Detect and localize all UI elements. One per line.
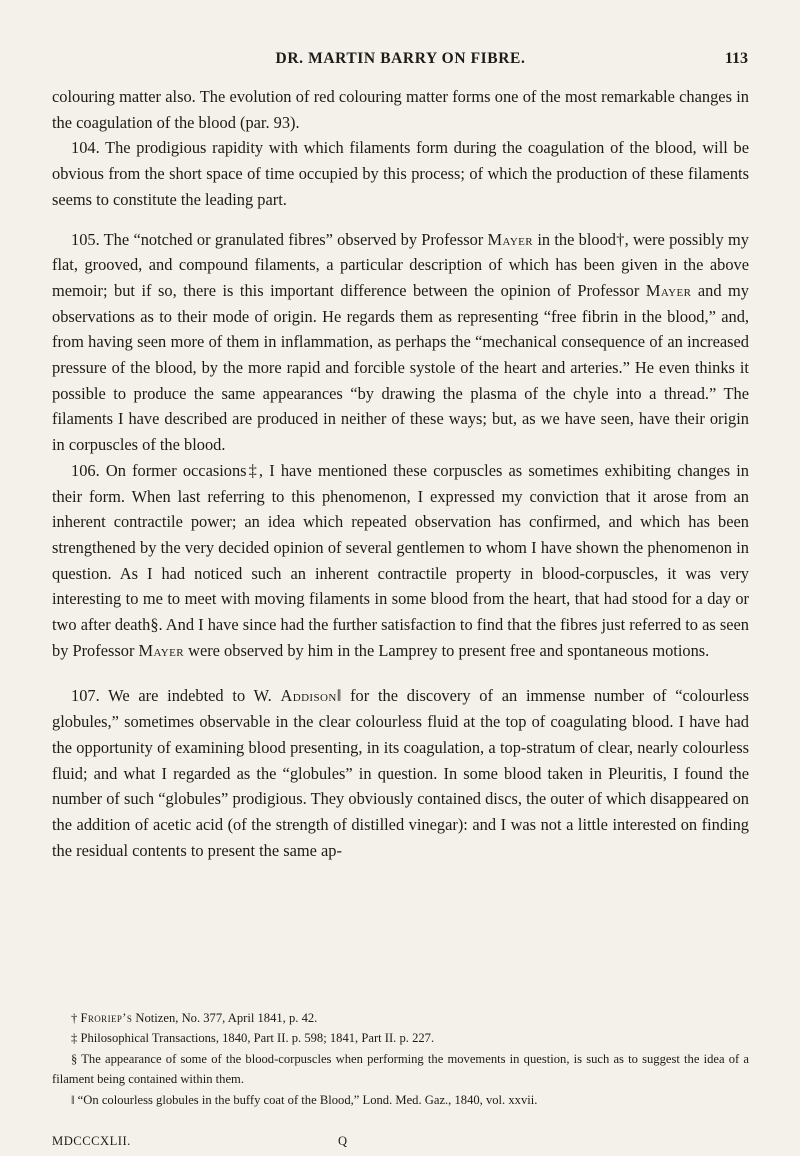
paragraph-105	[52, 227, 749, 458]
page-header	[53, 50, 748, 72]
footnote-double-dagger	[52, 1028, 749, 1048]
author-name: Mayer	[487, 229, 534, 249]
paragraph-continuation	[52, 84, 749, 135]
page-number: 113	[724, 50, 748, 67]
body-text	[52, 84, 749, 863]
volume-year: MDCCCXLII.	[52, 1134, 131, 1148]
paragraph-text: in the blood†, were possibly my flat, grooved, and compound filaments, a particular description of which has been given in the above memoir; but if so, there is this important difference between the opinion of Professor	[52, 229, 749, 300]
paragraph-106	[52, 458, 749, 664]
footnote-text: § The appearance of some of the blood-corpuscles when performing the movements in question, is such as to suggest the idea of a filament being contained within them.	[52, 1051, 749, 1087]
author-name: Addison	[280, 686, 337, 706]
paragraph-107	[52, 683, 749, 863]
footnotes	[52, 1008, 749, 1110]
paragraph-text: 105. The “notched or granulated fibres” observed by Professor	[71, 229, 488, 249]
paragraph-text: 106. On former occasions‡, I have mentioned these corpuscles as sometimes exhibiting changes in their form. When last referring to this phenomenon, I expressed my conviction that it arose from an inherent contractile power; an idea which repeated observation has confirmed, and which has been strengthened by the very decided opinion of several gentlemen to whom I have shown the phenomenon in question. As I had noticed such an inherent contractile property in blood-corpuscles, it was very interesting to me to meet with moving filaments in some blood from the heart, that had stood for a day or two after death§. And I have since had the further satisfaction to find that the fibres just referred to as seen by Professor	[52, 460, 749, 660]
footnote-dagger	[52, 1008, 749, 1028]
paragraph-text: 107. We are indebted to W.	[71, 686, 281, 706]
paragraph-104	[52, 135, 749, 212]
footnote-parallel	[52, 1090, 749, 1110]
paragraph-text: 104. The prodigious rapidity with which filaments form during the coagulation of the blood, will be obvious from the short space of time occupied by this process; of which the production of these filaments seems to constitute the leading part.	[52, 138, 749, 209]
author-name: Mayer	[645, 280, 692, 300]
signature-mark: Q	[338, 1134, 348, 1148]
footnote-text: ‡ Philosophical Transactions, 1840, Part II. p. 598; 1841, Part II. p. 227.	[71, 1031, 435, 1046]
running-title: DR. MARTIN BARRY ON FIBRE.	[275, 50, 526, 67]
footnote-mark: †	[71, 1011, 81, 1025]
footnote-section	[52, 1049, 749, 1090]
footnote-author: Froriep’s	[80, 1011, 133, 1025]
footnote-text: Notizen, No. 377, April 1841, p. 42.	[132, 1011, 318, 1025]
paragraph-text: colouring matter also. The evolution of red colouring matter forms one of the most remarkable changes in the coagulation of the blood (par. 93).	[52, 87, 749, 132]
paragraph-text: and my observations as to their mode of origin. He regards them as representing “free fibrin in the blood,” and, from having seen more of them in inflammation, as perhaps the “mechanical consequence of an increased pressure of the blood, by the more rapid and forcible systole of the heart and arteries.” He even thinks it possible to produce the same appearances “by drawing the plasma of the chyle into a thread.” The filaments I have described are produced in neither of these ways; but, as we have seen, have their origin in corpuscles of the blood.	[52, 280, 749, 455]
paragraph-text: ‖ for the discovery of an immense number of “colourless globules,” sometimes observable in the clear colourless fluid at the top of coagulating blood. I have had the opportunity of examining blood presenting, in its coagulation, a top-stratum of clear, nearly colourless fluid; and what I regarded as the “globules” in question. In some blood taken in Pleuritis, I found the number of such “globules” prodigious. They obviously contained discs, the outer of which disappeared on the addition of acetic acid (of the strength of distilled vinegar): and I was not a little interested on finding the residual contents to present the same ap-	[52, 686, 749, 860]
paragraph-text: were observed by him in the Lamprey to present free and spontaneous motions.	[184, 640, 710, 660]
footnote-text: ‖ “On colourless globules in the buffy coat of the Blood,” Lond. Med. Gaz., 1840, vol. xxvii.	[71, 1092, 538, 1107]
signature-line	[52, 1134, 749, 1152]
author-name: Mayer	[138, 640, 185, 660]
